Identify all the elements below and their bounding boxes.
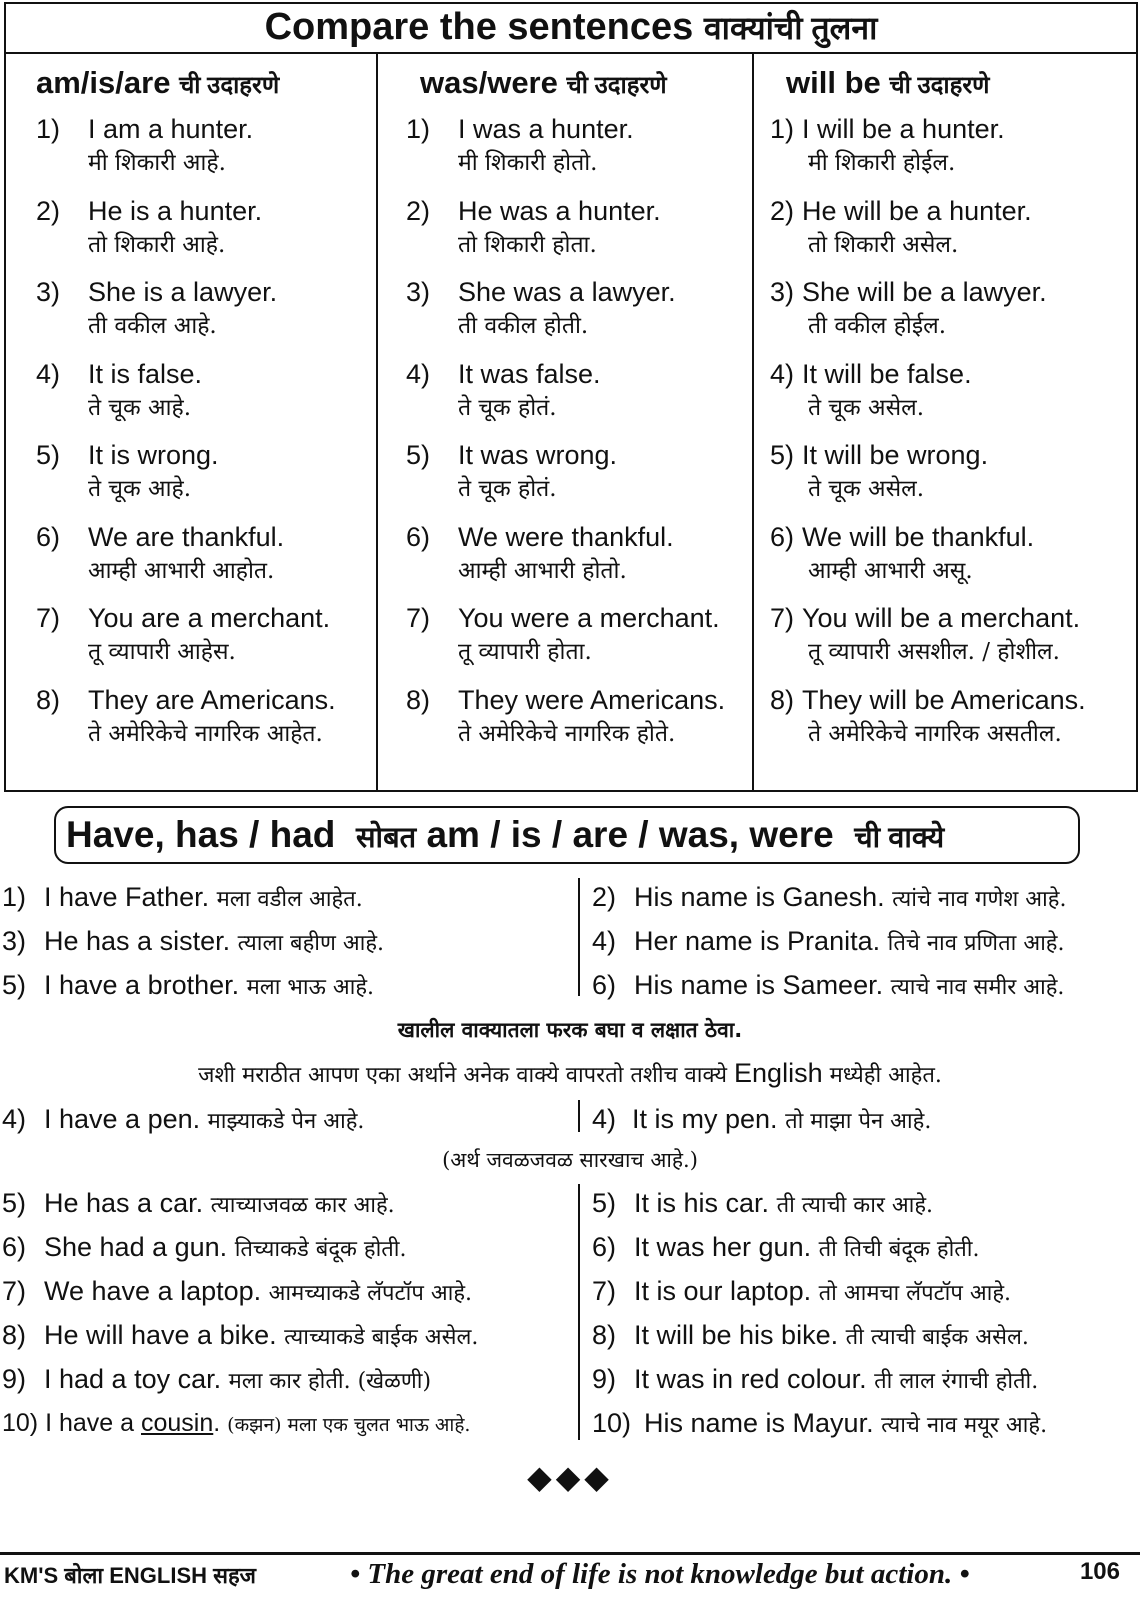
list-item: 1) I was a hunter. मी शिकारी होतो. bbox=[406, 114, 634, 176]
list-item: 4) It will be false. ते चूक असेल. bbox=[770, 358, 972, 421]
list-item: 6) We were thankful. आम्ही आभारी होतो. bbox=[406, 521, 674, 584]
list-item: 7) It is our laptop. तो आमचा लॅपटॉप आहे. bbox=[592, 1276, 1012, 1306]
list-item: 4) It is false. ते चूक आहे. bbox=[36, 358, 203, 421]
column-divider bbox=[578, 878, 580, 996]
list-item: 7) You were a merchant. तू व्यापारी होता. bbox=[406, 603, 720, 665]
list-item: 8) They were Americans. ते अमेरिकेचे नागरिक होते. bbox=[406, 684, 726, 747]
list-item: 5) He has a car. त्याच्याजवळ कार आहे. bbox=[2, 1188, 395, 1218]
section-banner: Have, has / had सोबत am / is / are / was, were ची वाक्ये bbox=[54, 806, 1080, 864]
list-item: 5) It is wrong. ते चूक आहे. bbox=[36, 440, 219, 502]
list-item: 2) His name is Ganesh. त्यांचे नाव गणेश आहे. bbox=[592, 882, 1067, 912]
list-item: 2) He is a hunter. तो शिकारी आहे. bbox=[36, 195, 263, 258]
list-item: 7) We have a laptop. आमच्याकडे लॅपटॉप आहे. bbox=[2, 1276, 472, 1306]
compare-title-en: Compare the sentences bbox=[264, 6, 694, 48]
list-item: 10) His name is Mayur. त्याचे नाव मयूर आहे. bbox=[592, 1408, 1048, 1438]
list-item: 5) It is his car. ती त्याची कार आहे. bbox=[592, 1188, 934, 1218]
list-item: 8) They are Americans. ते अमेरिकेचे नागरिक आहेत. bbox=[36, 684, 336, 747]
diamond-separator-icon: ◆◆◆ bbox=[527, 1459, 613, 1495]
list-item: 2) He will be a hunter. तो शिकारी असेल. bbox=[770, 195, 1032, 258]
list-item: 1) I have Father. मला वडील आहेत. bbox=[2, 882, 363, 912]
column-divider bbox=[578, 1184, 580, 1440]
list-item: 4) It was false. ते चूक होतं. bbox=[406, 358, 601, 421]
list-item: 7) You will be a merchant. तू व्यापारी असशील. / होशील. bbox=[770, 603, 1081, 665]
column-heading: am/is/are ची उदाहरणे bbox=[36, 65, 280, 100]
footer-rule bbox=[0, 1552, 1140, 1555]
list-item: 4) I have a pen. माझ्याकडे पेन आहे. bbox=[2, 1104, 365, 1134]
list-item: 10) I have a cousin. (कझन) मला एक चुलत भाऊ आहे. bbox=[2, 1409, 471, 1437]
paren-note: (अर्थ जवळजवळ सारखाच आहे.) bbox=[442, 1148, 698, 1172]
footer-brand: KM'S बोला ENGLISH सहज bbox=[4, 1563, 256, 1588]
list-item: 4) It is my pen. तो माझा पेन आहे. bbox=[592, 1104, 932, 1134]
list-item: 8) They will be Americans. ते अमेरिकेचे नागरिक असतील. bbox=[770, 684, 1086, 747]
column-divider bbox=[578, 1100, 580, 1132]
list-item: 8) It will be his bike. ती त्याची बाईक असेल. bbox=[592, 1320, 1029, 1350]
list-item: 6) His name is Sameer. त्याचे नाव समीर आहे. bbox=[592, 970, 1065, 1000]
list-item: 3) She will be a lawyer. ती वकील होईल. bbox=[770, 277, 1047, 339]
note-line: जशी मराठीत आपण एका अर्थाने अनेक वाक्ये वापरतो तशीच वाक्ये English मध्येही आहेत. bbox=[198, 1058, 942, 1088]
compare-title bbox=[6, 4, 1136, 54]
column-heading: will be ची उदाहरणे bbox=[786, 65, 990, 100]
list-item: 6) We are thankful. आम्ही आभारी आहोत. bbox=[36, 521, 285, 584]
note-heading: खालील वाक्यातला फरक बघा व लक्षात ठेवा. bbox=[397, 1018, 743, 1042]
list-item: 9) It was in red colour. ती लाल रंगाची होती. bbox=[592, 1364, 1039, 1394]
page-number: 106 bbox=[1079, 1558, 1120, 1585]
column-will-be bbox=[754, 54, 1136, 792]
list-item: 3) She was a lawyer. ती वकील होती. bbox=[406, 277, 676, 339]
footer-quote: • The great end of life is not knowledge but action. • bbox=[350, 1558, 970, 1590]
compare-table bbox=[4, 2, 1138, 792]
list-item: 6) It was her gun. ती तिची बंदूक होती. bbox=[592, 1232, 980, 1262]
list-item: 1) I will be a hunter. मी शिकारी होईल. bbox=[770, 114, 1005, 176]
list-item: 5) It was wrong. ते चूक होतं. bbox=[406, 440, 618, 502]
column-am-is-are bbox=[6, 54, 378, 792]
list-item: 2) He was a hunter. तो शिकारी होता. bbox=[406, 195, 661, 258]
column-was-were bbox=[378, 54, 754, 792]
list-item: 3) She is a lawyer. ती वकील आहे. bbox=[36, 277, 278, 339]
list-item: 4) Her name is Pranita. तिचे नाव प्रणिता आहे. bbox=[592, 926, 1065, 956]
column-heading: was/were ची उदाहरणे bbox=[420, 65, 667, 100]
list-item: 9) I had a toy car. मला कार होती. (खेळणी) bbox=[2, 1364, 432, 1394]
compare-title-mr: वाक्यांची तुलना bbox=[703, 10, 878, 46]
list-item: 7) You are a merchant. तू व्यापारी आहेस. bbox=[36, 603, 331, 665]
list-item: 1) I am a hunter. मी शिकारी आहे. bbox=[36, 114, 254, 176]
list-item: 5) It will be wrong. ते चूक असेल. bbox=[770, 440, 989, 502]
list-item: 6) We will be thankful. आम्ही आभारी असू. bbox=[770, 521, 1035, 584]
list-item: 8) He will have a bike. त्याच्याकडे बाईक असेल. bbox=[2, 1320, 479, 1350]
list-item: 3) He has a sister. त्याला बहीण आहे. bbox=[2, 926, 385, 956]
list-item: 6) She had a gun. तिच्याकडे बंदूक होती. bbox=[2, 1232, 407, 1262]
list-item: 5) I have a brother. मला भाऊ आहे. bbox=[2, 970, 375, 1000]
